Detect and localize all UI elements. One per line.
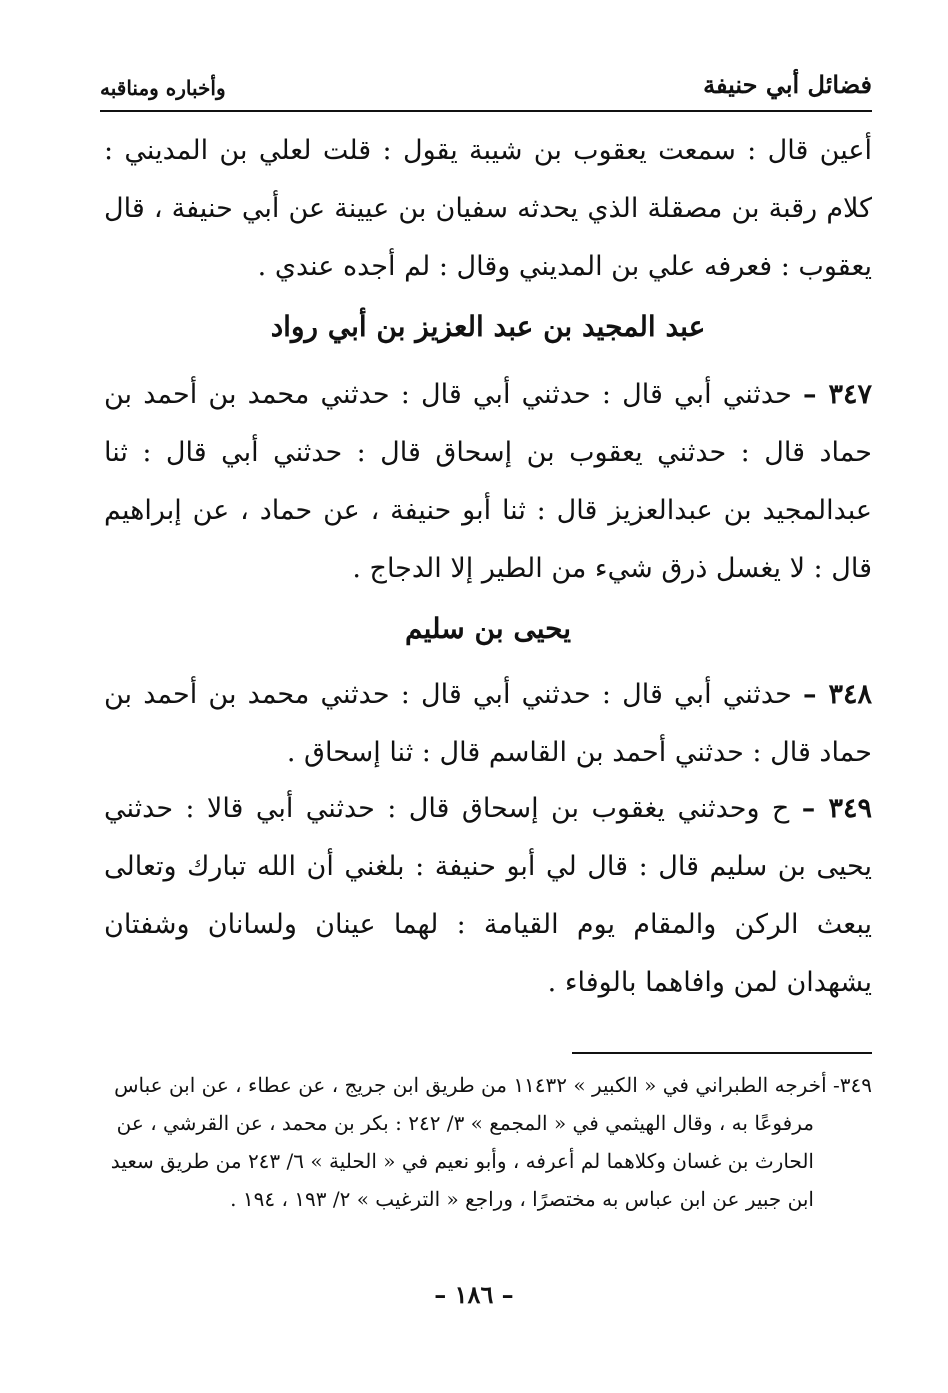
header-section-title: وأخباره ومناقبه [100, 76, 226, 100]
paragraph-text: حدثني أبي قال : حدثني أبي قال : حدثني محمد بن أحمد بن حماد قال : حدثني أحمد بن القاسم قال : ثنا إسحاق . [104, 679, 872, 768]
footnote [104, 1066, 872, 1218]
section-heading-yahya: يحيى بن سليم [404, 612, 572, 645]
footnote-divider [572, 1052, 872, 1054]
hadith-number: ٣٤٨ – [802, 679, 872, 710]
running-header [100, 66, 872, 106]
hadith-number: ٣٤٧ – [802, 379, 872, 410]
header-divider [100, 110, 872, 112]
hadith-347 [104, 366, 872, 598]
paragraph-text: أعين قال : سمعت يعقوب بن شيبة يقول : قلت لعلي بن المديني : كلام رقبة بن مصقلة الذي يحدثه سفيان بن عيينة عن أبي حنيفة ، قال يعقوب : فعرفه علي بن المديني وقال : لم أجده عندي . [104, 135, 872, 282]
section-heading-abdulmajid: عبد المجيد بن عبد العزيز بن أبي رواد [270, 310, 706, 343]
paragraph-text: حدثني أبي قال : حدثني أبي قال : حدثني محمد بن أحمد بن حماد قال : حدثني يعقوب بن إسحاق قال : حدثني أبي قال : ثنا عبدالمجيد بن عبدالعزيز قال : ثنا أبو حنيفة ، عن حماد ، عن إبراهيم قال : لا يغسل ذرق شيء من الطير إلا الدجاج . [104, 379, 872, 584]
footnote-line: مرفوعًا به ، وقال الهيثمي في « المجمع » ٣/ ٢٤٢ : بكر بن محمد ، عن القرشي ، عن [116, 1111, 814, 1135]
page-number: – ١٨٦ – [434, 1280, 514, 1309]
footnote-line: الحارث بن غسان وكلاهما لم أعرفه ، وأبو نعيم في « الحلية » ٦/ ٢٤٣ من طريق سعيد [110, 1149, 814, 1173]
hadith-number: ٣٤٩ – [801, 793, 872, 824]
hadith-348 [104, 666, 872, 782]
paragraph-continuation [104, 122, 872, 296]
footnote-line: ٣٤٩- أخرجه الطبراني في « الكبير » ١١٤٣٢ من طريق ابن جريج ، عن عطاء ، عن ابن عباس [114, 1073, 872, 1097]
header-book-title: فضائل أبي حنيفة [703, 70, 872, 99]
footnote-line: ابن جبير عن ابن عباس به مختصرًا ، وراجع « الترغيب » ٢/ ١٩٣ ، ١٩٤ . [230, 1187, 814, 1211]
hadith-349 [104, 780, 872, 1012]
paragraph-text: ح وحدثني يغقوب بن إسحاق قال : حدثني أبي قالا : حدثني يحيى بن سليم قال : قال لي أبو حنيفة : بلغني أن الله تبارك وتعالى يبعث الركن والمقام يوم القيامة : لهما عينان ولسانان وشفتان يشهدان لمن وافاهما بالوفاء . [104, 793, 872, 998]
